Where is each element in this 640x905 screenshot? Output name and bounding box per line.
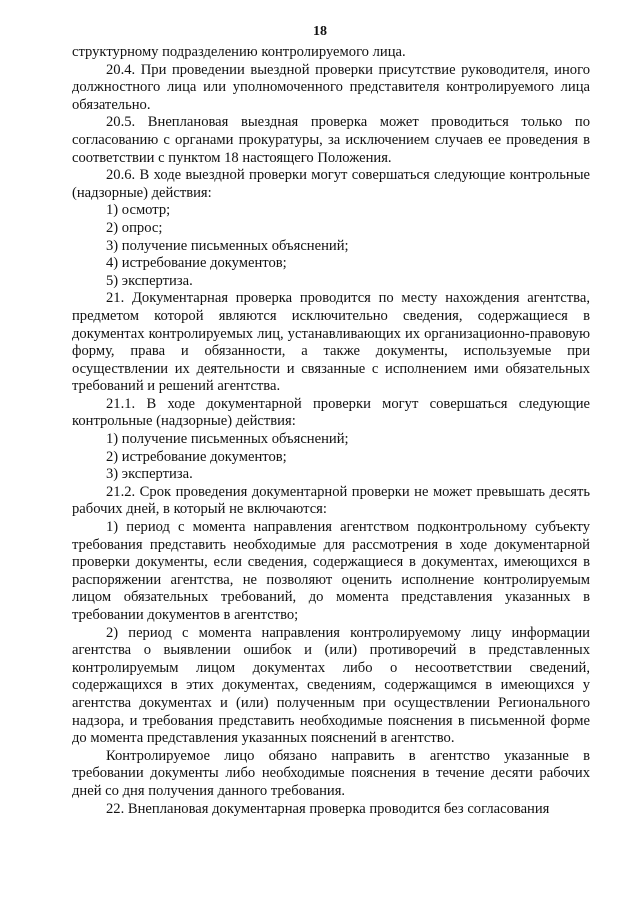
paragraph-21: 21. Документарная проверка проводится по месту нахождения агентства, предметом которой являются исключительно сведения, содержащиеся в документах контролируемых лиц, устанавливающих их организационно-правовую форму, права и обязанности, а также документы, используемые при осуществлении их деятельности и связанные с исполнением ими обязательных требований и решений агентства.: [72, 290, 590, 395]
paragraph-21-1: 21.1. В ходе документарной проверки могут совершаться следующие контрольные (надзорные) действия:: [72, 395, 590, 430]
paragraph-period-1: 1) период с момента направления агентством подконтрольному субъекту требования представить необходимые для рассмотрения в ходе документарной проверки документы, если сведения, содержащиеся в документах, имеющихся в распоряжении агентства, не позволяют оценить исполнение контролируемым лицом обязательных требований, до момента представления указанных в требовании документов в агентство;: [72, 519, 590, 623]
paragraph-20-4: 20.4. При проведении выездной проверки присутствие руководителя, иного должностного лица или уполномоченного представителя контролируемого лица обязательно.: [72, 61, 590, 113]
list-item: 1) осмотр;: [106, 202, 171, 219]
list-item: 3) экспертиза.: [106, 466, 193, 483]
list-item: 4) истребование документов;: [106, 255, 287, 272]
paragraph-22: 22. Внеплановая документарная проверка проводится без согласования: [106, 800, 550, 817]
paragraph-obligation: Контролируемое лицо обязано направить в агентство указанные в требовании документы либо необходимые пояснения в течение десяти рабочих дней со дня получения данного требования.: [72, 747, 590, 799]
list-item: 5) экспертиза.: [106, 272, 193, 289]
list-item: 2) опрос;: [106, 219, 163, 236]
paragraph-20-6: 20.6. В ходе выездной проверки могут совершаться следующие контрольные (надзорные) действия:: [72, 167, 590, 201]
paragraph-21-2: 21.2. Срок проведения документарной проверки не может превышать десять рабочих дней, в который не включаются:: [72, 483, 590, 518]
list-item: 3) получение письменных объяснений;: [106, 237, 349, 254]
page-number: 18: [313, 24, 327, 39]
paragraph-20-5: 20.5. Внеплановая выездная проверка может проводиться только по согласованию с органами прокуратуры, за исключением случаев ее проведения в соответствии с пунктом 18 настоящего Положения.: [72, 114, 590, 166]
document-body: [72, 44, 590, 818]
list-item: 2) истребование документов;: [106, 448, 287, 465]
paragraph-continuation: структурному подразделению контролируемого лица.: [72, 44, 406, 60]
paragraph-period-2: 2) период с момента направления контролируемому лицу информации агентства о выявлении ошибок и (или) противоречий в представленных контролируемым лицом документах либо о несоответствии сведений, содержащихся в этих документах, сведениям, содержащимся в имеющихся у агентства документах и (или) полученным при осуществлении Регионального надзора, и требования представить необходимые пояснения в письменной форме до момента представления указанных пояснений в агентство.: [72, 624, 590, 747]
list-item: 1) получение письменных объяснений;: [106, 431, 349, 448]
